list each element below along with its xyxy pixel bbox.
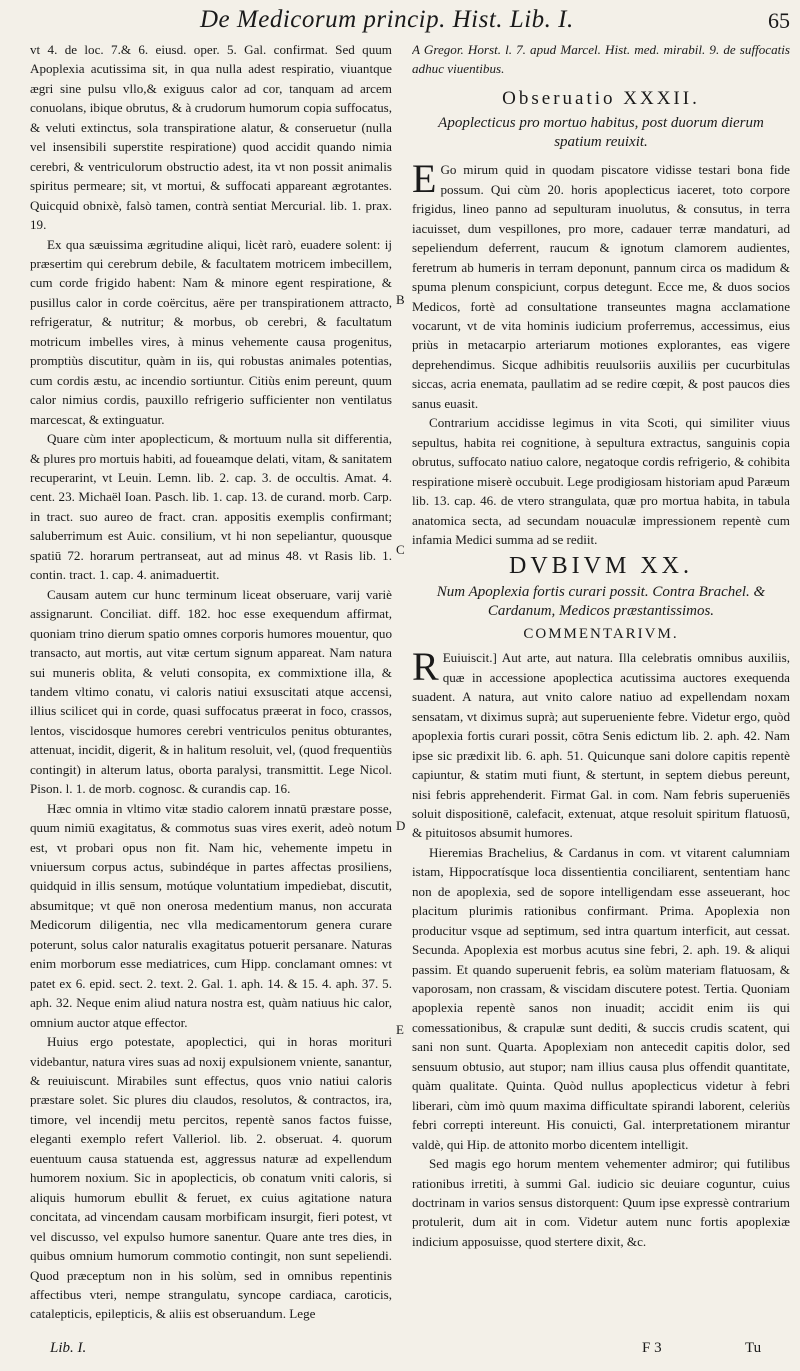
left-paragraph: Quare cùm inter apoplecticum, & mortuum nulla sit differentia, & plures pro mortuis habiti, ad foueamque delati, vitam, & sanitatem recuperarint, vt Leuin. Lemn. lib. 2. cap. 3. de occultis. Amat. 4. cent. 23. Michaël Ioan. Pasch. lib. 1. cap. 13. de curand. morb. Carp. in tract. suo aureo de fract. cran. appositis exemplis confirmant; saluberrimum est Auic. consilium, vt hi non sepeliantur, quousque spatiū 72. horarum pertranseat, aut ad minus 48. vt Rasis lib. 1. contin. tract. 1. cap. 4. animaduertit. <box>30 431 392 583</box>
running-title: De Medicorum princip. Hist. Lib. I. <box>200 6 574 33</box>
observatio-paragraph-2: Contrarium accidisse legimus in vita Scoti, qui similiter viuus sepultus, habita rei cognitione, à sepultura extractus, sanguinis copia obrutus, suffocato natiuo calore, negatoque cordis refrigerio, & cohibita respiratione miserè occubuit. Lege prodigiosam historiam apud Paræum lib. 13. cap. 46. de vtero strangulata, quæ pro mortua habita, in tabula anatomica secta, ad secundam nouaculæ impressionem repentè cum infamia Medici summa ad se rediit. <box>412 415 790 547</box>
margin-letter-b: B <box>396 292 405 307</box>
drop-cap: E <box>412 156 437 202</box>
left-paragraph: Hæc omnia in vltimo vitæ stadio calorem innatū præstare posse, quum nimiū exagitatus, & commotus suas vires exerit, adeò notum est, vt probari opus non fit. Nam hic, vehemente impetu in vniuersum corpus actus, subindéque in partes affectas prosiliens, quidquid in illis sensum, motúque voluntatium impediebat, discutit, absumitque; vt quē non onerosa medentium manus, non accurata Medicorum diligentia, nec vlla medicamentorum genera curare poterunt, solus calor naturalis exagitatus potuerit persanare. Naturas enim morborum esse mediatrices, cum Hipp. conclamant omnes: vt patet ex 6. epid. sect. 2. text. 2. Gal. 1. aph. 14. & 15. 4. aph. 37. 5. aph. 32. Neque enim aliud natura nostra est, quàm natiuus hic calor, omnium auctor atque effector. <box>30 800 392 1030</box>
observatio-paragraph-1 <box>412 156 790 413</box>
margin-letter-c: C <box>396 542 405 557</box>
dubium-heading: DVBIVM XX. <box>509 553 693 580</box>
margin-letter-d: D <box>396 818 406 833</box>
page-number: 65 <box>768 8 790 33</box>
paragraph-text: Go mirum quid in quodam piscatore vidisse testari bona fide possum. Qui cùm 20. horis apoplecticus iaceret, toto corpore frigidus, lineo panno ad sepulturam inuolutus, & consutus, in terra iacuisset, dum vespillones, pro more, cadauer terræ mandaturi, ad sepeliendum deferrent, raucum & ignotum clamorem audientes, feretrum ab humeris in terram deponunt, pannum circa os madidum & spuma plenum conspiciunt, corpus detegunt. Ecce me, & duos socios Medicos, fortè ad consultatione transeuntes magna acclamatione vocarunt, vt de vita hominis iudicium proferremus, accessimus, eius priùs in metacarpio arteriarum motiones explorantes, eas vigere deprehendimus. Sicque adhibitis reuulsoriis auxiliis per cucurbitulas siccas, acria enemata, paullatim ad se redire cœpit, & post paucos dies sanus euasit. <box>412 162 790 411</box>
left-paragraph: Ex qua sæuissima ægritudine aliqui, licèt rarò, euadere solent: ij præsertim qui cerebrum debile, & facultatem motricem imbecillem, cum corde frigido habent: Nam & minore egent respiratione, & pusillus calor in corde coërcitus, aëre per transpirationem attracto, refrigeratur, & nutritur; & morbus, ob cerebri, & facultatum motricum imbelles vires, à minus vehemente causa progenitus, promptiùs discutitur, quàm in iis, qui robustas animales potentias, cum cordis æstu, ac incendio sortiuntur. Citiùs enim pereunt, quum calor nimius cordis, pauxillo refrigerio sufficienter non ventilatus marcescat, & extinguatur. <box>30 236 392 427</box>
dubium-paragraph-3: Sed magis ego horum mentem vehementer admiror; qui futilibus rationibus irretiti, à summi Gal. iudicio sic deuiare coguntur, cuius doctrinam in varios sensus distorquent: Quum ipse expressè contrarium protulerit, dum ait in com. Videtur autem nunc fortis apoplexiæ indicium apposuisse, quod stertere dixit, &c. <box>412 1156 790 1249</box>
running-header <box>0 6 800 40</box>
dubium-paragraph-1 <box>412 644 790 843</box>
drop-cap: R <box>412 644 439 690</box>
signature-mark: F 3 <box>642 1340 662 1356</box>
dubium-subtitle: Num Apoplexia fortis curari possit. Contra Brachel. & Cardanum, Medicos præstantissimos. <box>436 583 766 619</box>
page-footer <box>0 1340 800 1364</box>
right-column <box>412 40 790 1330</box>
paragraph-text: Euiuiscit.] Aut arte, aut natura. Illa celebratis omnibus auxiliis, quæ in accessione apoplectica acutissima auctores exequenda suadent. A natura, aut vnito calore natiuo ad expellendam noxam sensatam, vt diximus suprà; aut superueniente febre. Videtur ergo, quòd apoplexia fortis curari possit, cōtra Senis edictum lib. 2. aph. 42. Nam ipse sic prædixit lib. 6. aph. 51. Quicunque sani dolore capitis repentè capiuntur, & statim muti fiunt, & stertunt, in septem diebus pereunt, nisi febris apprehenderit. Firmat Gal. in com. Nam febris superueniēs soluit dispositionē, calefacit, extenuat, atque resoluit spiritum flatuosū, & pituitosos absumit humores. <box>412 650 790 841</box>
left-paragraph: vt 4. de loc. 7.& 6. eiusd. oper. 5. Gal. confirmat. Sed quum Apoplexia acutissima sit, in qua nulla adest respiratio, viuantque ægri sine pulsu vllo,& exiguus calor ad cor, tanquam ad arcem conuolans, ibique obrutus, & à crudorum humorum copia suffocatus, & veluti extinctus, sola transpiratione alatur, & conseruetur (nulla vel insensibili superstite respiratione) quod accidit quando nimia cerebri, & ventriculorum obstructio adest, ita vt non possit animalis spiritus permeare; sit, vt mortui, & suffocati appareant ægrotantes. Quicquid obnixè, falsò tamen, contrà sentiat Mercurial. lib. 1. prax. 19. <box>30 42 392 233</box>
observatio-subtitle: Apoplecticus pro mortuo habitus, post duorum dierum spatium reuixit. <box>438 115 764 151</box>
dubium-paragraph-2: Hieremias Brachelius, & Cardanus in com. vt vitarent calumniam istam, Hippocratísque loca dissentientia conciliarent, sententiam hanc non de apoplexia, sed de sopore intelligendam esse asseuerant, hoc placitum plurimis rationibus confirmant. Prima. Apoplexia non producitur vsque ad septimum, sed intra quartum interficit, aut cessat. Secunda. Apoplexia est morbus acutus sine febri, 2. aph. 19. & aliqui passim. Et quando superuenit febris, ea solùm materiam flatuosam, & vaporosam, non crassam, & viscidam discutere potest. Tertia. Quoniam apoplexia repentè sanos non inuadit; accidit enim iis qui comessationibus, & crapulæ sunt dediti, & succis crudis scatent, qui sani non sunt. Quarta. Apoplexiam non antecedit capitis dolor, sed sensuum obtusio, aut stupor; nam illius causa plus offendit quantitate, quàm qualitate. Quinta. Quòd nullus apoplecticus videtur à febri liberari, cùm imò quum maxima difficultate spirandi laborent, celeriùs febri correpti intereunt. His conuicti, Gal. interpretationem mirantur valdè, qui Hip. de attonito morbo dicentem intelligit. <box>412 844 790 1152</box>
left-paragraph: Causam autem cur hunc terminum liceat obseruare, varij variè assignarunt. Conciliat. diff. 182. hoc esse exequendum affirmat, quoniam trino dierum spatio omnes corporis humores mouentur, quo transacto, aut mortis, aut vitæ certum signum appareat. Nam natura sui muneris oblita, & veluti consopita, ex commixtione illa, & tandem vltimo conatu, vi caloris natiui exsuscitati atque accensi, illius scilicet qui in corde, quasi suffocatus præerat in foco, crassos, lentos, viscidosque humores cerebri ventriculos penitus obturantes, attenuat, incidit, digerit, & in halitum resoluit, vel, (quod frequentiùs contingit) in alterum latus, oborta paralysi, transmittit. Lege Nicol. Pison. l. 1. de morb. cognosc. & curandis cap. 16. <box>30 586 392 797</box>
left-paragraph: Huius ergo potestate, apoplectici, qui in horas morituri videbantur, natura vires suas ad noxij expulsionem vniente, sanantur, & reuiuiscunt. Mirabiles sunt effectus, quos vnio natiui caloris præstare solet. Sic plures diu claudos, resolutos, & contractos, ira, timore, vel incendij metu percitos, repentè sanos factos fuisse, eleganti exemplo refert Valleriol. lib. 2. obseruat. 4. quorum euentuum causa statuenda est, aggressus naturæ ad expellendum humorem noxium. Sic in apoplecticis, ob conatum vniti caloris, si aliquis humorum ebullit & feruet, ex cuius agitatione natura concitata, ad vincendam causam morbificam insurgit, fieri potest, vt vel discusso, vel expulso humore sanentur. Quare ante tres dies, in quibus omnium humorum commotio contingit, non sunt sepeliendi. Quod præceptum non in his solùm, sed in omnibus repentinis affectibus vteri, nempe strangulatu, syncope cardiaca, caroticis, catalepticis, epilepticis, & aliis est obseruandum. Lege <box>30 1034 392 1322</box>
observatio-heading: Obseruatio XXXII. <box>502 87 700 109</box>
left-column <box>30 40 392 1330</box>
margin-letter-e: E <box>396 1022 404 1037</box>
footer-book-label: Lib. I. <box>50 1340 87 1356</box>
commentarium-heading: COMMENTARIVM. <box>523 625 679 642</box>
right-top-text: A Gregor. Horst. l. 7. apud Marcel. Hist. med. mirabil. 9. de suffocatis adhuc viuentibus. <box>412 42 790 77</box>
catchword: Tu <box>745 1340 762 1356</box>
